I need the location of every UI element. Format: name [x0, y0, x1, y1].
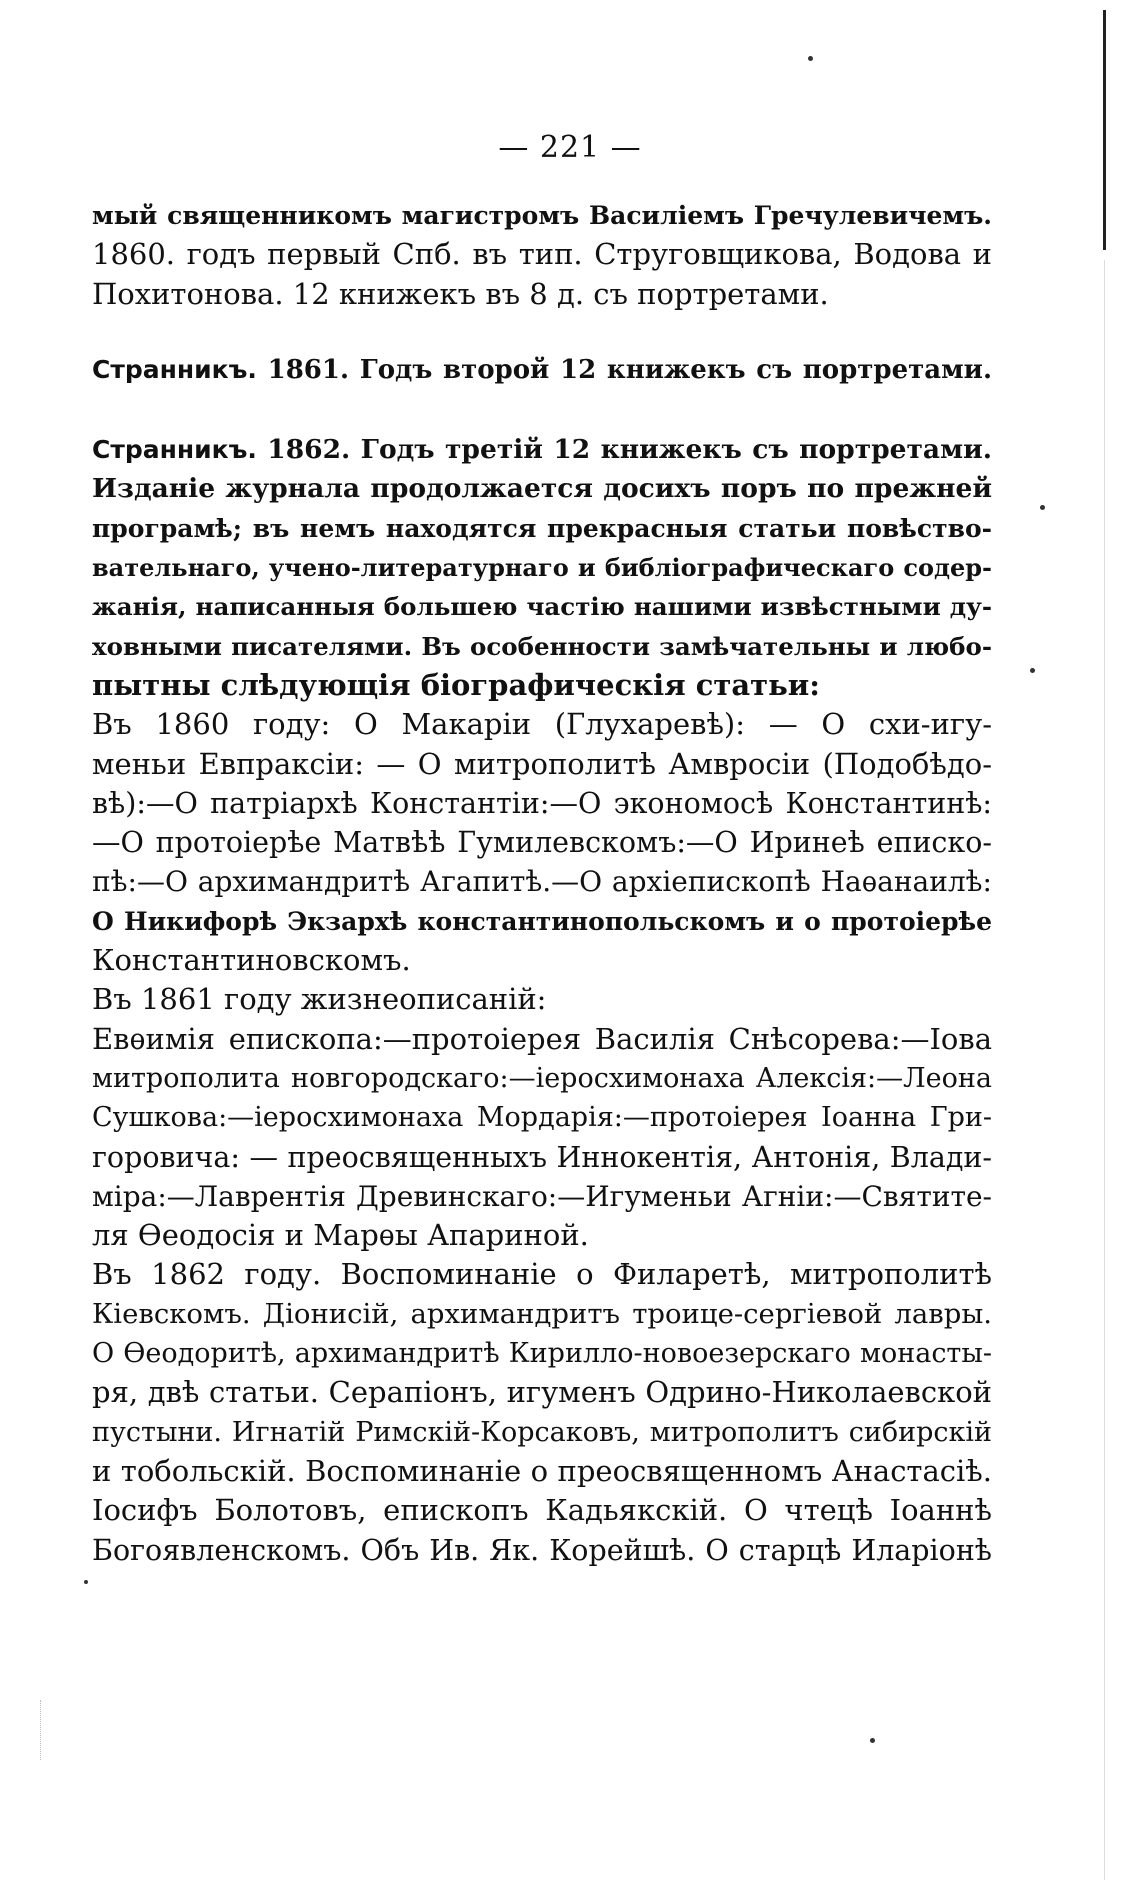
text-line: горовича: — преосвященныхъ Иннокентія, Антонія, Влади- [92, 1140, 992, 1174]
print-speck [1030, 668, 1035, 673]
text-line: Іосифъ Болотовъ, епископъ Кадьякскій. О чтецѣ Іоаннѣ [92, 1493, 992, 1528]
page-body [92, 196, 992, 1570]
text-line: Евѳимія епископа:—протоіерея Василія Снѣсорева:—Іова [92, 1021, 992, 1056]
entry-1862 [92, 430, 992, 469]
entry-text: 1861. Годъ второй 12 книжекъ съ портретами. [256, 354, 992, 385]
text-line: и тобольскій. Воспоминаніе о преосвященномъ Анастасіѣ. [92, 1453, 992, 1488]
text-line: ля Ѳеодосія и Марѳы Апариной. [92, 1218, 589, 1253]
text-line: меньи Евпраксіи: — О митрополитѣ Амвросіи (Подобѣдо- [92, 746, 992, 781]
text-line: Изданіе журнала продолжается досихъ поръ по прежней [92, 473, 992, 505]
binding-edge-shadow [1104, 260, 1105, 1880]
text-line: пѣ:—О архимандритѣ Агапитѣ.—О архіепископѣ Наѳанаилѣ: [92, 865, 992, 899]
paragraph-description [92, 469, 992, 705]
text-line: митрополита новгородскаго:—іеросхимонаха Алексія:—Леона [92, 1062, 992, 1094]
paragraph-1861-heading [92, 980, 992, 1019]
paragraph-1862-articles [92, 1255, 992, 1569]
print-speck [1040, 505, 1045, 510]
text-line: Константиновскомъ. [92, 943, 411, 978]
text-line: Богоявленскомъ. Объ Ив. Як. Корейшѣ. О старцѣ Иларіонѣ [92, 1533, 992, 1567]
entry-text: 1862. Годъ третій 12 книжекъ съ портретами. [256, 434, 992, 466]
text-line: міра:—Лаврентія Древинскаго:—Игуменьи Агніи:—Святите- [92, 1179, 992, 1213]
text-line: вѣ):—О патріархѣ Константіи:—О экономосѣ Константинѣ: [92, 786, 992, 820]
text-line: вательнаго, учено-литературнаго и библіографическаго содер- [92, 553, 992, 583]
text-line: 1860. годъ первый Спб. въ тип. Струговщикова, Водова и [92, 237, 992, 272]
text-line: Кіевскомъ. Діонисій, архимандритъ троице-сергіевой лавры. [92, 1297, 992, 1330]
margin-trace [40, 1700, 42, 1760]
paragraph-1861-articles [92, 1020, 992, 1256]
text-line: пустыни. Игнатій Римскій-Корсаковъ, митрополитъ сибирскій [92, 1416, 992, 1448]
text-line: ря, двѣ статьи. Серапіонъ, игуменъ Одрино-Николаевской [92, 1375, 992, 1410]
text-line: О Ѳеодоритѣ, архимандритѣ Кирилло-новоезерскаго монасты- [92, 1338, 992, 1370]
entry-title: Странникъ. [92, 435, 257, 465]
entry-title: Странникъ. [92, 354, 257, 384]
print-speck [808, 56, 813, 61]
text-line: жанія, написанныя большею частію нашими извѣстными ду- [92, 592, 992, 622]
print-speck [84, 1580, 88, 1584]
paragraph-gap [92, 314, 992, 350]
paragraph-1860-articles [92, 705, 992, 980]
print-speck [870, 1738, 875, 1743]
entry-1861 [92, 350, 992, 390]
text-line: пытны слѣдующія біографическія статьи: [92, 667, 821, 702]
page-number: — 221 — [498, 130, 642, 165]
text-line: О Никифорѣ Экзархѣ константинопольскомъ и о протоіерѣе [92, 906, 992, 936]
entry-line [92, 350, 992, 390]
text-line: мый священникомъ магистромъ Василіемъ Гречулевичемъ. [92, 201, 992, 230]
text-line: Въ 1862 году. Воспоминаніе о Филаретѣ, митрополитѣ [92, 1257, 992, 1292]
text-line: ховными писателями. Въ особенности замѣчательны и любо- [92, 631, 992, 661]
text-line: програмѣ; въ немъ находятся прекрасныя статьи повѣство- [92, 513, 992, 543]
text-line: —О протоіерѣе Матвѣѣ Гумилевскомъ:—О Иринеѣ еписко- [92, 826, 992, 860]
text-line: Въ 1860 году: О Макаріи (Глухаревѣ): — О схи-игу- [92, 707, 992, 742]
entry-line [92, 430, 992, 469]
paragraph-gap [92, 390, 992, 430]
text-line: Похитонова. 12 книжекъ въ 8 д. съ портретами. [92, 276, 829, 311]
paragraph-continued [92, 196, 992, 314]
text-line: Въ 1861 году жизнеописаній: [92, 982, 547, 1017]
text-line: Сушкова:—іеросхимонаха Мордарія:—протоіерея Іоанна Гри- [92, 1102, 992, 1134]
